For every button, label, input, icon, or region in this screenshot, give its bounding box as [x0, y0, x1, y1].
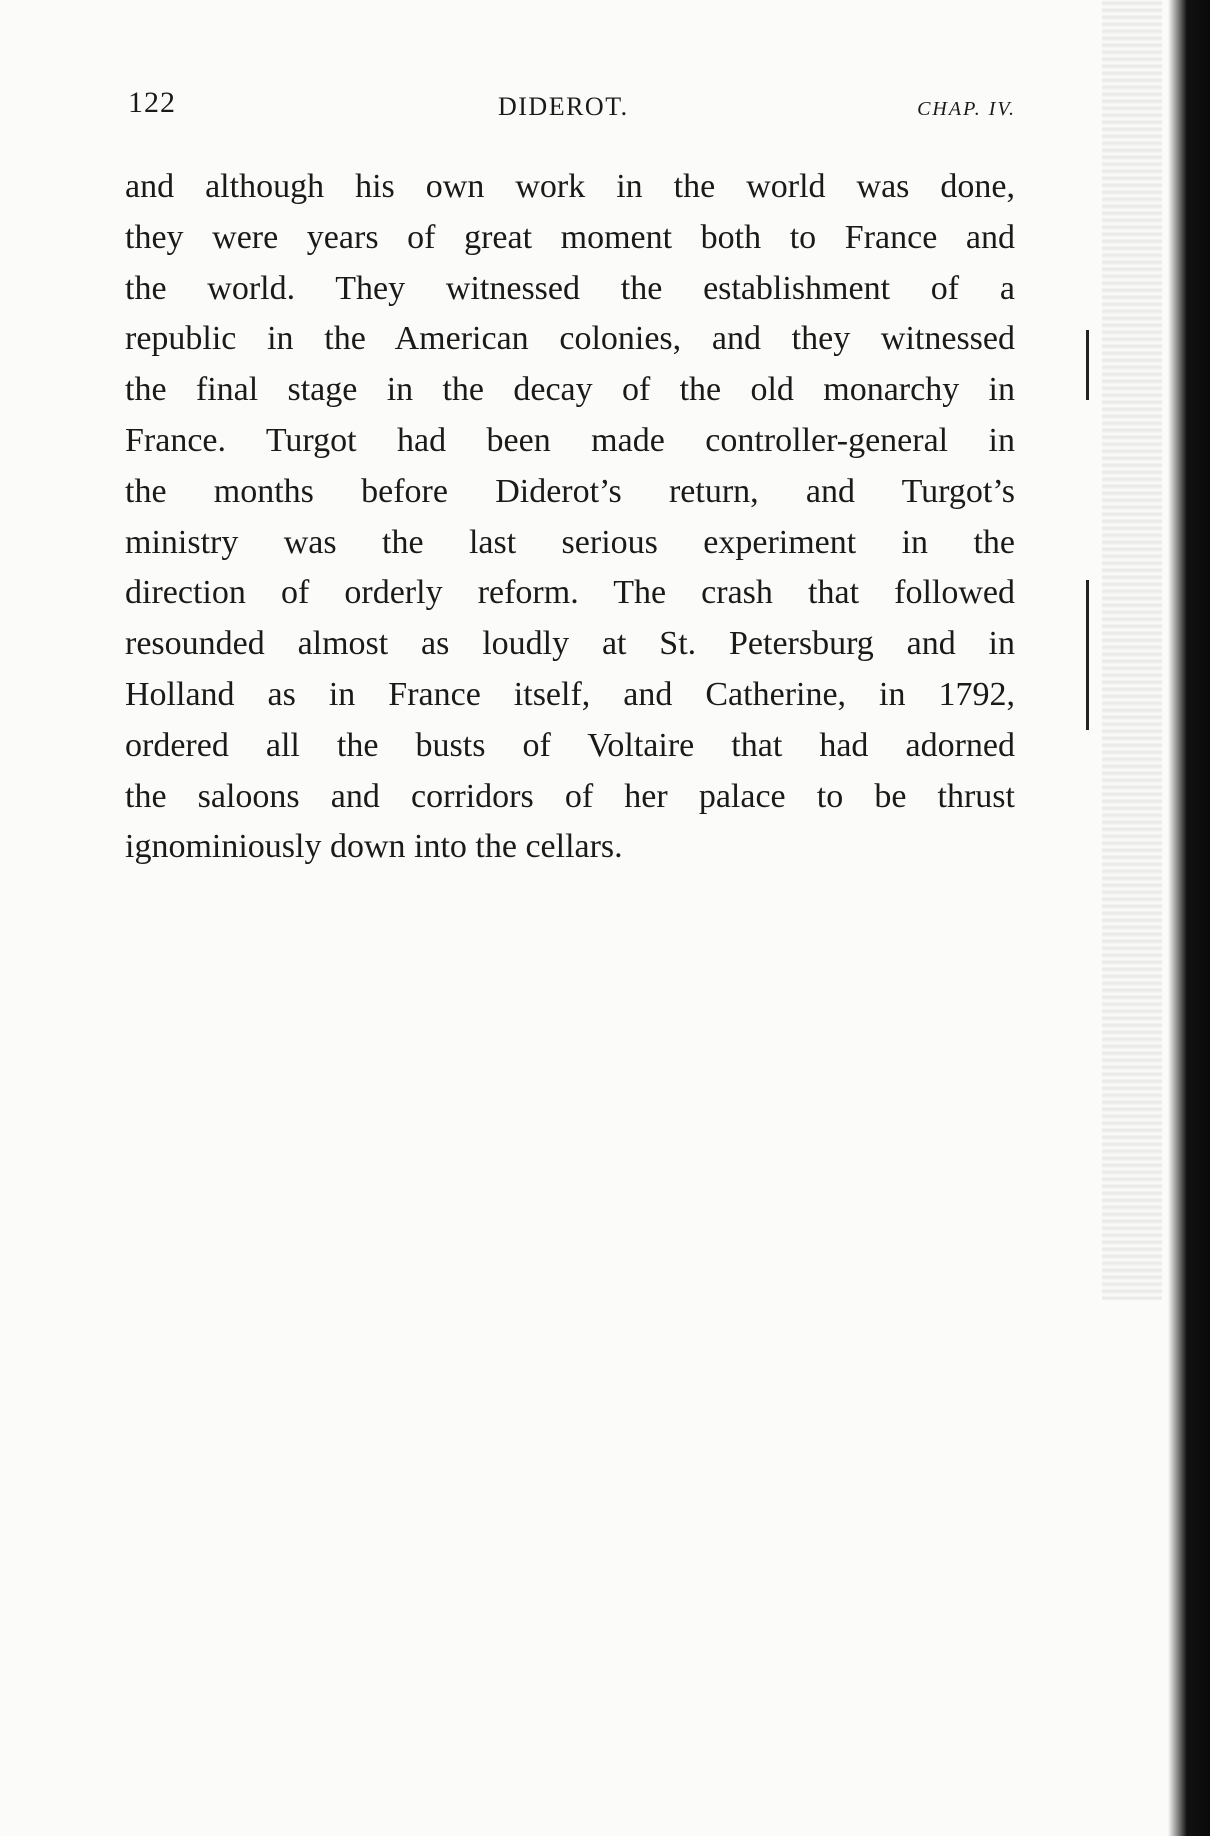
text-line: they were years of great moment both to France and: [125, 218, 1015, 256]
text-line: the months before Diderot’s return, and Turgot’s: [125, 472, 1015, 510]
body-paragraph: [125, 162, 1015, 873]
text-line: ministry was the last serious experiment in the: [125, 523, 1015, 561]
text-line: republic in the American colonies, and they witnessed: [125, 320, 1015, 358]
text-line: direction of orderly reform. The crash that followed: [125, 574, 1015, 612]
text-line: ordered all the busts of Voltaire that had adorned: [125, 726, 1015, 764]
chapter-label: CHAP. IV.: [917, 98, 1016, 120]
text-line: ignominiously down into the cellars.: [125, 828, 623, 866]
text-line: and although his own work in the world was done,: [125, 168, 1015, 205]
scan-noise: [1102, 0, 1162, 1300]
text-line: Holland as in France itself, and Catherine, in 1792,: [125, 675, 1015, 713]
text-line: the final stage in the decay of the old monarchy in: [125, 371, 1015, 409]
gutter-mark: [1086, 330, 1089, 400]
text-line: the world. They witnessed the establishment of a: [125, 269, 1015, 307]
text-line: the saloons and corridors of her palace to be thrust: [125, 777, 1015, 815]
text-line: resounded almost as loudly at St. Petersburg and in: [125, 625, 1015, 663]
book-spine-shadow: [1168, 0, 1210, 1836]
page-number: 122: [128, 86, 176, 119]
text-line: France. Turgot had been made controller-general in: [125, 421, 1015, 459]
running-title: DIDEROT.: [498, 92, 629, 121]
page-header: [128, 86, 1016, 130]
gutter-mark: [1086, 580, 1089, 730]
